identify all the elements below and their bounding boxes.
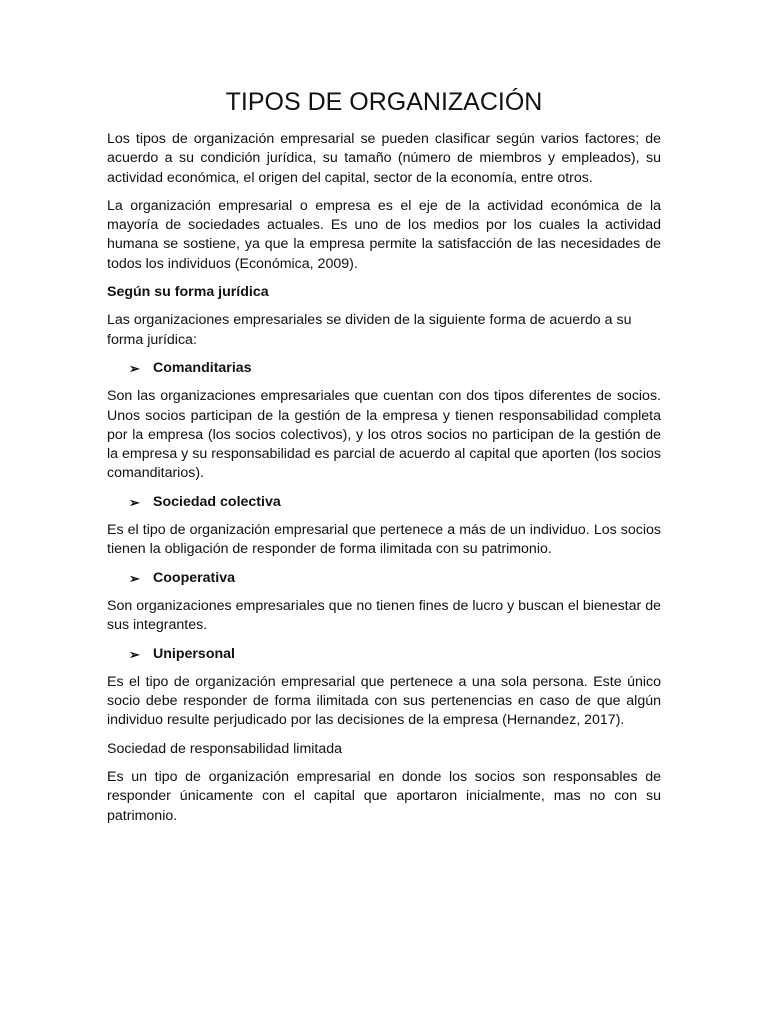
subheading-srl: Sociedad de responsabilidad limitada bbox=[107, 740, 343, 757]
arrow-bullet-icon: ➢ bbox=[129, 494, 140, 510]
paragraph-unipersonal: Es el tipo de organización empresarial que pertenece a una sola persona. Este único socio debe responder de forma ilimitada con sus pertenencias en caso de que algún individuo resulte perjudicado por las decisiones de la empresa (Hernandez, 2017). bbox=[107, 673, 661, 729]
page-title: TIPOS DE ORGANIZACIÓN bbox=[225, 88, 543, 116]
paragraph-cooperativa: Son organizaciones empresariales que no tienen fines de lucro y buscan el bienestar de sus integrantes. bbox=[107, 597, 661, 634]
bullet-heading-label: Unipersonal bbox=[153, 645, 235, 662]
arrow-bullet-icon: ➢ bbox=[129, 360, 140, 376]
bullet-heading-unipersonal bbox=[107, 645, 661, 664]
bullet-heading-label: Cooperativa bbox=[153, 569, 235, 586]
paragraph-sociedad-colectiva: Es el tipo de organización empresarial que pertenece a más de un individuo. Los socios tienen la obligación de responder de forma ilimitada con su patrimonio. bbox=[107, 522, 661, 558]
section-heading: Según su forma jurídica bbox=[107, 284, 269, 301]
document-body bbox=[107, 86, 661, 835]
paragraph-comanditarias: Son las organizaciones empresariales que cuentan con dos tipos diferentes de socios. Unos socios participan de la gestión de la empresa y tienen responsabilidad completa por la empresa (los socios colectivos), y los otros socios no participan de la gestión de la empresa y su responsabilidad es parcial de acuerdo al capital que aporten (los socios comanditarios). bbox=[107, 388, 661, 482]
arrow-bullet-icon: ➢ bbox=[129, 570, 140, 586]
section-intro: Las organizaciones empresariales se dividen de la siguiente forma de acuerdo a su forma jurídica: bbox=[107, 312, 632, 348]
bullet-heading-cooperativa bbox=[107, 569, 661, 588]
bullet-heading-label: Comanditarias bbox=[153, 359, 252, 376]
bullet-heading-sociedad-colectiva bbox=[107, 493, 661, 512]
paragraph-srl: Es un tipo de organización empresarial en donde los socios son responsables de responder únicamente con el capital que aportaron inicialmente, mas no con su patrimonio. bbox=[107, 769, 661, 824]
intro-paragraph-2: La organización empresarial o empresa es el eje de la actividad económica de la mayoría de sociedades actuales. Es uno de los medios por los cuales la actividad humana se sostiene, ya que la empresa permite la satisfacción de las necesidades de todos los individuos (Económica, 2009). bbox=[107, 197, 661, 272]
arrow-bullet-icon: ➢ bbox=[129, 646, 140, 662]
intro-paragraph-1: Los tipos de organización empresarial se pueden clasificar según varios factores; de acuerdo a su condición jurídica, su tamaño (número de miembros y empleados), su actividad económica, el origen del capital, sector de la economía, entre otros. bbox=[107, 131, 661, 186]
bullet-heading-label: Sociedad colectiva bbox=[153, 493, 281, 510]
bullet-heading-comanditarias bbox=[107, 359, 661, 378]
